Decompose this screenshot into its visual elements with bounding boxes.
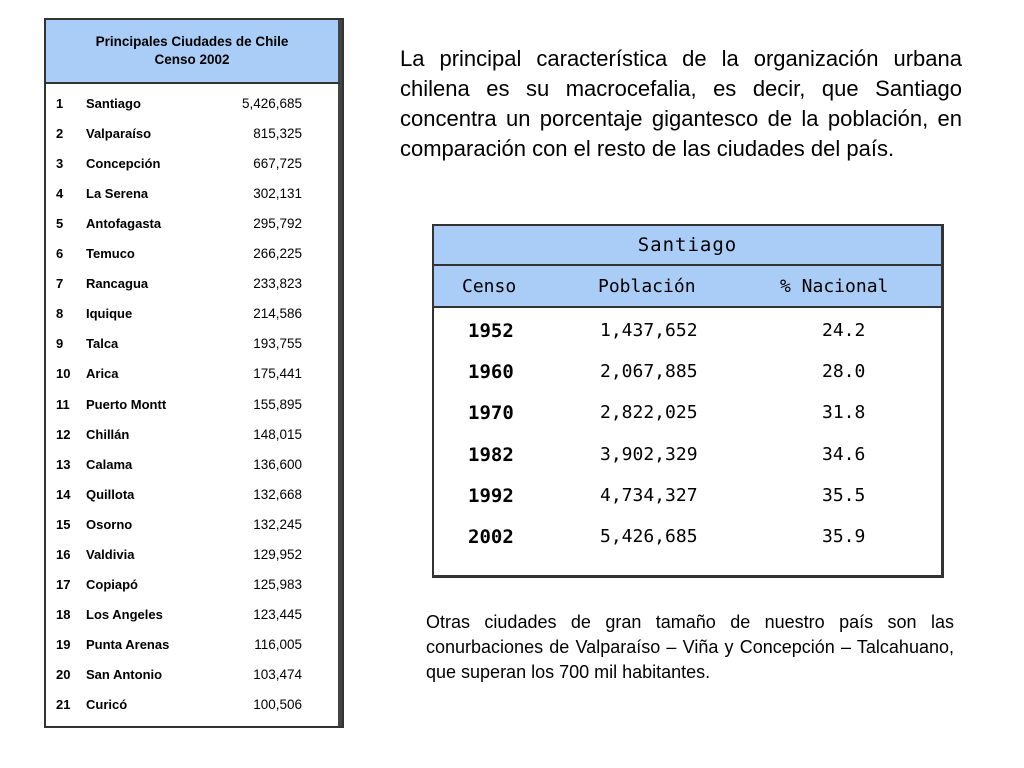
cities-table-subtitle: Censo 2002 — [154, 52, 230, 67]
city-name: Punta Arenas — [86, 636, 170, 652]
city-name: Rancagua — [86, 276, 149, 292]
table-row — [46, 330, 338, 360]
table-row — [46, 481, 338, 511]
city-population: 129,952 — [253, 546, 302, 562]
national-percent: 31.8 — [822, 402, 866, 424]
city-name: San Antonio — [86, 666, 163, 682]
cities-table-body — [46, 84, 342, 726]
city-population: 132,668 — [253, 486, 302, 502]
city-rank: 4 — [56, 186, 64, 202]
city-name: Valdivia — [86, 546, 135, 562]
city-name: Temuco — [86, 246, 135, 262]
census-year: 2002 — [468, 526, 514, 548]
city-population: 123,445 — [253, 606, 302, 622]
city-population: 125,983 — [253, 576, 302, 592]
city-name: Santiago — [86, 96, 141, 111]
national-percent: 35.5 — [822, 484, 866, 506]
city-population: 136,600 — [253, 456, 302, 472]
table-row — [46, 391, 338, 421]
table-row — [46, 90, 338, 120]
city-name: Osorno — [86, 516, 133, 532]
outro-paragraph: Otras ciudades de gran tamaño de nuestro país son las conurbaciones de Valparaíso – Viña y Concepción – Talcahuano, que superan los 700 mil habitantes. — [426, 612, 954, 682]
header-porcentaje-nacional: % Nacional — [780, 276, 889, 297]
city-name: Talca — [86, 336, 119, 352]
table-row — [46, 210, 338, 240]
table-row — [46, 511, 338, 541]
city-rank: 17 — [56, 576, 71, 592]
table-row — [46, 300, 338, 330]
table-row — [46, 120, 338, 150]
city-population: 148,015 — [253, 426, 302, 442]
city-rank: 6 — [56, 246, 64, 262]
santiago-table-header-row — [434, 266, 941, 308]
census-year: 1952 — [468, 320, 514, 342]
intro-paragraph: La principal característica de la organización urbana chilena es su macrocefalia, es decir, que Santiago concentra un porcentaje gigantesco de la población, en comparación con el resto de las ciudades del país. — [400, 46, 962, 161]
national-percent: 34.6 — [822, 443, 866, 465]
city-population: 155,895 — [253, 396, 302, 412]
national-percent: 24.2 — [822, 320, 866, 341]
city-population: 667,725 — [253, 156, 302, 172]
table-row — [46, 631, 338, 661]
city-population: 233,823 — [253, 276, 302, 292]
table-row — [46, 150, 338, 180]
city-rank: 16 — [56, 546, 71, 562]
national-percent: 28.0 — [822, 361, 866, 383]
table-row — [46, 421, 338, 451]
city-rank: 15 — [56, 516, 71, 532]
city-name: Copiapó — [86, 576, 138, 592]
census-population: 5,426,685 — [600, 526, 698, 547]
city-rank: 11 — [56, 396, 70, 412]
census-year: 1982 — [468, 443, 514, 466]
city-name: Antofagasta — [86, 216, 162, 232]
city-population: 193,755 — [253, 336, 302, 352]
table-row — [46, 240, 338, 270]
header-censo: Censo — [462, 276, 517, 297]
city-rank: 12 — [56, 426, 71, 442]
city-rank: 13 — [56, 456, 71, 472]
table-row — [46, 601, 338, 631]
city-rank: 3 — [56, 156, 64, 172]
city-population: 175,441 — [253, 366, 302, 382]
city-name: Valparaíso — [86, 126, 152, 142]
city-population: 266,225 — [253, 246, 302, 262]
cities-table — [44, 18, 344, 728]
table-row — [434, 434, 941, 475]
city-rank: 8 — [56, 306, 64, 322]
city-population: 295,792 — [253, 216, 302, 232]
city-rank: 10 — [56, 366, 71, 382]
table-row — [434, 392, 941, 433]
city-population: 100,506 — [253, 697, 302, 712]
city-population: 815,325 — [253, 126, 302, 142]
table-row — [46, 571, 338, 601]
census-year: 1992 — [468, 484, 514, 507]
census-population: 3,902,329 — [600, 443, 698, 465]
table-row — [434, 310, 941, 351]
table-row — [46, 541, 338, 571]
city-population: 103,474 — [253, 666, 302, 682]
census-population: 2,822,025 — [600, 402, 698, 424]
city-rank: 2 — [56, 126, 64, 142]
city-rank: 14 — [56, 486, 71, 502]
city-name: La Serena — [86, 186, 149, 202]
city-population: 132,245 — [253, 516, 302, 532]
city-name: Puerto Montt — [86, 396, 167, 412]
city-population: 214,586 — [253, 306, 302, 322]
city-name: Arica — [86, 366, 119, 382]
santiago-table-title: Santiago — [434, 226, 941, 266]
table-row — [46, 691, 338, 721]
city-name: Los Angeles — [86, 606, 163, 622]
city-name: Curicó — [86, 697, 128, 712]
table-row — [46, 180, 338, 210]
city-name: Quillota — [86, 486, 135, 502]
header-poblacion: Población — [598, 276, 696, 297]
table-row — [434, 516, 941, 557]
city-rank: 7 — [56, 276, 64, 292]
table-row — [46, 360, 338, 390]
cities-table-header — [46, 20, 342, 84]
city-population: 302,131 — [253, 186, 302, 202]
city-population: 5,426,685 — [241, 96, 302, 111]
city-rank: 18 — [56, 606, 71, 622]
city-rank: 20 — [56, 666, 71, 682]
census-year: 1960 — [468, 361, 514, 384]
table-row — [434, 351, 941, 392]
city-name: Chillán — [86, 426, 130, 442]
table-row — [46, 270, 338, 300]
city-rank: 9 — [56, 336, 64, 352]
cities-table-title: Principales Ciudades de Chile — [95, 34, 289, 49]
census-population: 1,437,652 — [600, 320, 698, 341]
city-name: Concepción — [86, 156, 161, 172]
city-rank: 5 — [56, 216, 64, 232]
census-population: 4,734,327 — [600, 484, 698, 506]
city-population: 116,005 — [254, 636, 302, 652]
city-rank: 1 — [56, 96, 64, 111]
city-rank: 19 — [56, 636, 71, 652]
city-name: Iquique — [86, 306, 133, 322]
table-row — [46, 661, 338, 691]
national-percent: 35.9 — [822, 526, 866, 547]
table-row — [434, 475, 941, 516]
city-rank: 21 — [56, 697, 71, 712]
census-year: 1970 — [468, 402, 514, 425]
city-name: Calama — [86, 456, 133, 472]
santiago-table — [432, 224, 944, 578]
table-row — [46, 451, 338, 481]
census-population: 2,067,885 — [600, 361, 698, 383]
